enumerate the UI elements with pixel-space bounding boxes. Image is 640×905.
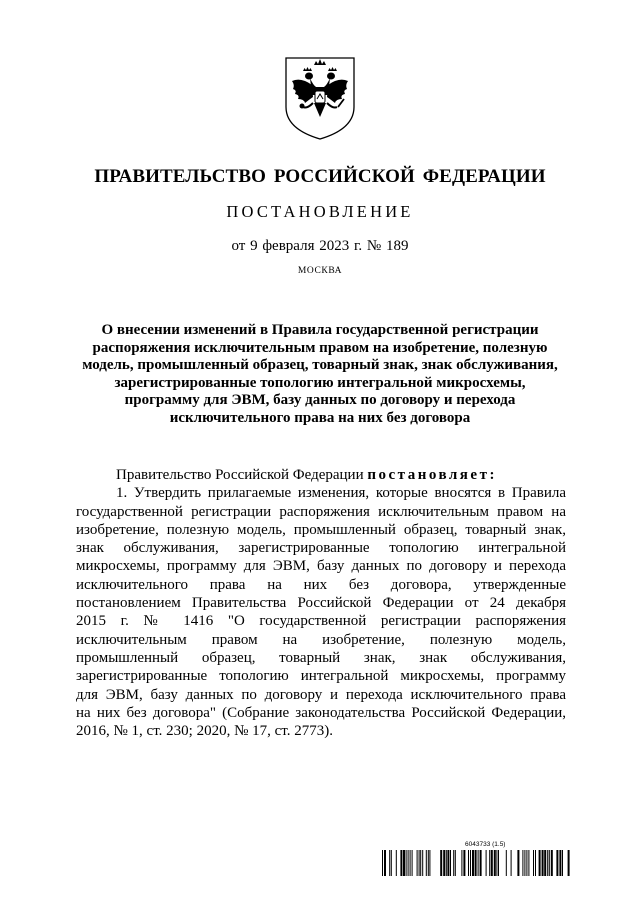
title-line: исключительного права на них без договора (169, 409, 471, 426)
body-line: исключительного права на них без договора, утвержденные (76, 576, 566, 593)
document-title (72, 322, 568, 427)
body-line: 2016, № 1, ст. 230; 2020, № 17, ст. 2773). (76, 723, 333, 740)
title-line: О внесении изменений в Правила государственной регистрации (101, 322, 539, 338)
government-name: ПРАВИТЕЛЬСТВО РОССИЙСКОЙ ФЕДЕРАЦИИ (94, 166, 546, 187)
body-line: зарегистрированные топологию интегральной микросхемы, программу (76, 668, 566, 685)
decree-word: постановляет: (367, 467, 497, 483)
body-line: изобретение, полезную модель, промышленный образец, товарный знак, (76, 521, 566, 538)
intro-text: Правительство Российской Федерации (116, 467, 364, 483)
body-line: 1. Утвердить прилагаемые изменения, которые вносятся в Правила (116, 485, 566, 502)
body-line: промышленный образец, товарный знак, знак обслуживания, (76, 649, 566, 666)
body-line: государственной регистрации распоряжения исключительным правом на (76, 503, 566, 520)
barcode-icon (382, 850, 570, 876)
body-line: постановлением Правительства Российской Федерации от 24 декабря (76, 595, 566, 612)
document-body (76, 466, 566, 740)
title-line: программу для ЭВМ, базу данных по договору и перехода (124, 392, 516, 408)
document-type: ПОСТАНОВЛЕНИЕ (226, 202, 414, 221)
city: МОСКВА (297, 266, 343, 276)
body-line: микросхемы, программу для ЭВМ, базу данных по договору и перехода (76, 558, 566, 575)
body-line: 2015 г. № 1416 "О государственной регистрации распоряжения (76, 613, 566, 630)
body-line: на них без договора" (Собрание законодательства Российской Федерации, (76, 704, 566, 721)
title-line: зарегистрированные топологию интегральной микросхемы, (114, 374, 526, 391)
intro-line (76, 466, 566, 484)
russian-coat-of-arms-icon (283, 55, 357, 141)
body-line: для ЭВМ, базу данных по договору и перехода исключительного права (76, 686, 566, 703)
title-line: модель, промышленный образец, товарный знак, знак обслуживания, (82, 357, 558, 373)
title-line: распоряжения исключительным правом на изобретение, полезную (92, 339, 548, 356)
body-line: исключительным правом на изобретение, полезную модель, (76, 631, 566, 648)
body-line: знак обслуживания, зарегистрированные топологию интегральной (76, 540, 566, 557)
barcode-number: 6043733 (1.5) (465, 841, 506, 848)
date-and-number: от 9 февраля 2023 г. № 189 (231, 238, 409, 254)
